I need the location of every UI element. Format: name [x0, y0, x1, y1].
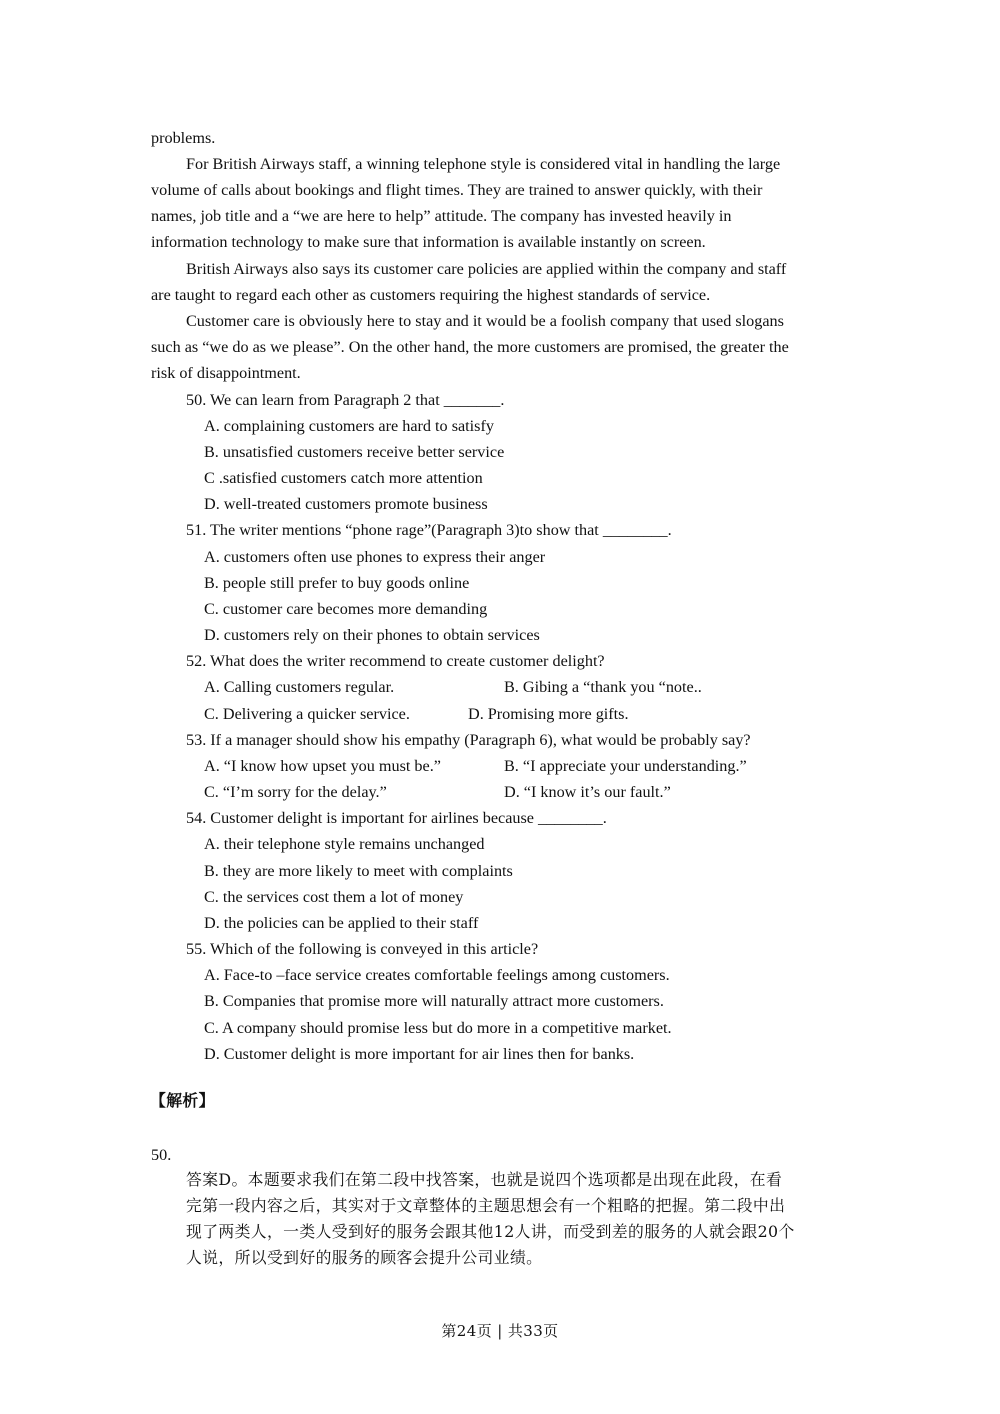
question-stem-50: 50. We can learn from Paragraph 2 that _______. [186, 391, 505, 409]
question-stem-55: 55. Which of the following is conveyed in this article? [186, 940, 539, 958]
page-number: 第24页 | 共33页 [441, 1322, 559, 1340]
analysis-question-number: 50. [151, 1146, 172, 1164]
question-stem-52: 52. What does the writer recommend to create customer delight? [186, 652, 605, 670]
option-51-c: C. customer care becomes more demanding [204, 600, 488, 618]
option-50-b: B. unsatisfied customers receive better service [204, 443, 505, 461]
option-51-b: B. people still prefer to buy goods online [204, 574, 470, 592]
passage-line: are taught to regard each other as customers requiring the highest standards of service. [151, 286, 711, 304]
passage-line: volume of calls about bookings and flight times. They are trained to answer quickly, with their [151, 181, 763, 199]
passage-line: Customer care is obviously here to stay and it would be a foolish company that used slogans [186, 312, 784, 330]
option-55-d: D. Customer delight is more important for air lines then for banks. [204, 1045, 635, 1063]
passage-line: information technology to make sure that information is available instantly on screen. [151, 233, 706, 251]
option-50-d: D. well-treated customers promote business [204, 495, 488, 513]
passage-line: problems. [151, 129, 216, 147]
option-53-a: A. “I know how upset you must be.” [204, 757, 441, 775]
option-52-a: A. Calling customers regular. [204, 678, 395, 696]
option-54-a: A. their telephone style remains unchanged [204, 835, 485, 853]
question-stem-53: 53. If a manager should show his empathy (Paragraph 6), what would be probably say? [186, 731, 751, 749]
option-54-b: B. they are more likely to meet with complaints [204, 862, 513, 880]
analysis-line: 现了两类人，一类人受到好的服务会跟其他12人讲，而受到差的服务的人就会跟20个 [186, 1222, 795, 1241]
analysis-heading: 【解析】 [150, 1091, 215, 1110]
option-52-b: B. Gibing a “thank you “note.. [504, 678, 702, 696]
analysis-line: 完第一段内容之后，其实对于文章整体的主题思想会有一个粗略的把握。第二段中出 [186, 1196, 786, 1215]
option-52-d: D. Promising more gifts. [468, 705, 629, 723]
passage-line: names, job title and a “we are here to help” attitude. The company has invested heavily in [151, 207, 732, 225]
passage-line: risk of disappointment. [151, 364, 301, 382]
option-50-c: C .satisfied customers catch more attention [204, 469, 483, 487]
option-53-c: C. “I’m sorry for the delay.” [204, 783, 387, 801]
option-51-a: A. customers often use phones to express their anger [204, 548, 546, 566]
passage-line: For British Airways staff, a winning telephone style is considered vital in handling the large [186, 155, 781, 173]
option-55-b: B. Companies that promise more will naturally attract more customers. [204, 992, 664, 1010]
option-55-c: C. A company should promise less but do more in a competitive market. [204, 1019, 672, 1037]
analysis-line: 人说，所以受到好的服务的顾客会提升公司业绩。 [186, 1248, 543, 1267]
passage-line: British Airways also says its customer care policies are applied within the company and staff [186, 260, 787, 278]
question-stem-51: 51. The writer mentions “phone rage”(Paragraph 3)to show that ________. [186, 521, 672, 539]
passage-line: such as “we do as we please”. On the other hand, the more customers are promised, the greater the [151, 338, 789, 356]
option-54-c: C. the services cost them a lot of money [204, 888, 464, 906]
question-stem-54: 54. Customer delight is important for airlines because ________. [186, 809, 607, 827]
option-55-a: A. Face-to –face service creates comfortable feelings among customers. [204, 966, 670, 984]
option-50-a: A. complaining customers are hard to satisfy [204, 417, 494, 435]
option-51-d: D. customers rely on their phones to obtain services [204, 626, 540, 644]
option-52-c: C. Delivering a quicker service. [204, 705, 410, 723]
option-53-d: D. “I know it’s our fault.” [504, 783, 671, 801]
analysis-line: 答案D。本题要求我们在第二段中找答案，也就是说四个选项都是出现在此段，在看 [186, 1170, 783, 1189]
option-53-b: B. “I appreciate your understanding.” [504, 757, 747, 775]
option-54-d: D. the policies can be applied to their staff [204, 914, 479, 932]
